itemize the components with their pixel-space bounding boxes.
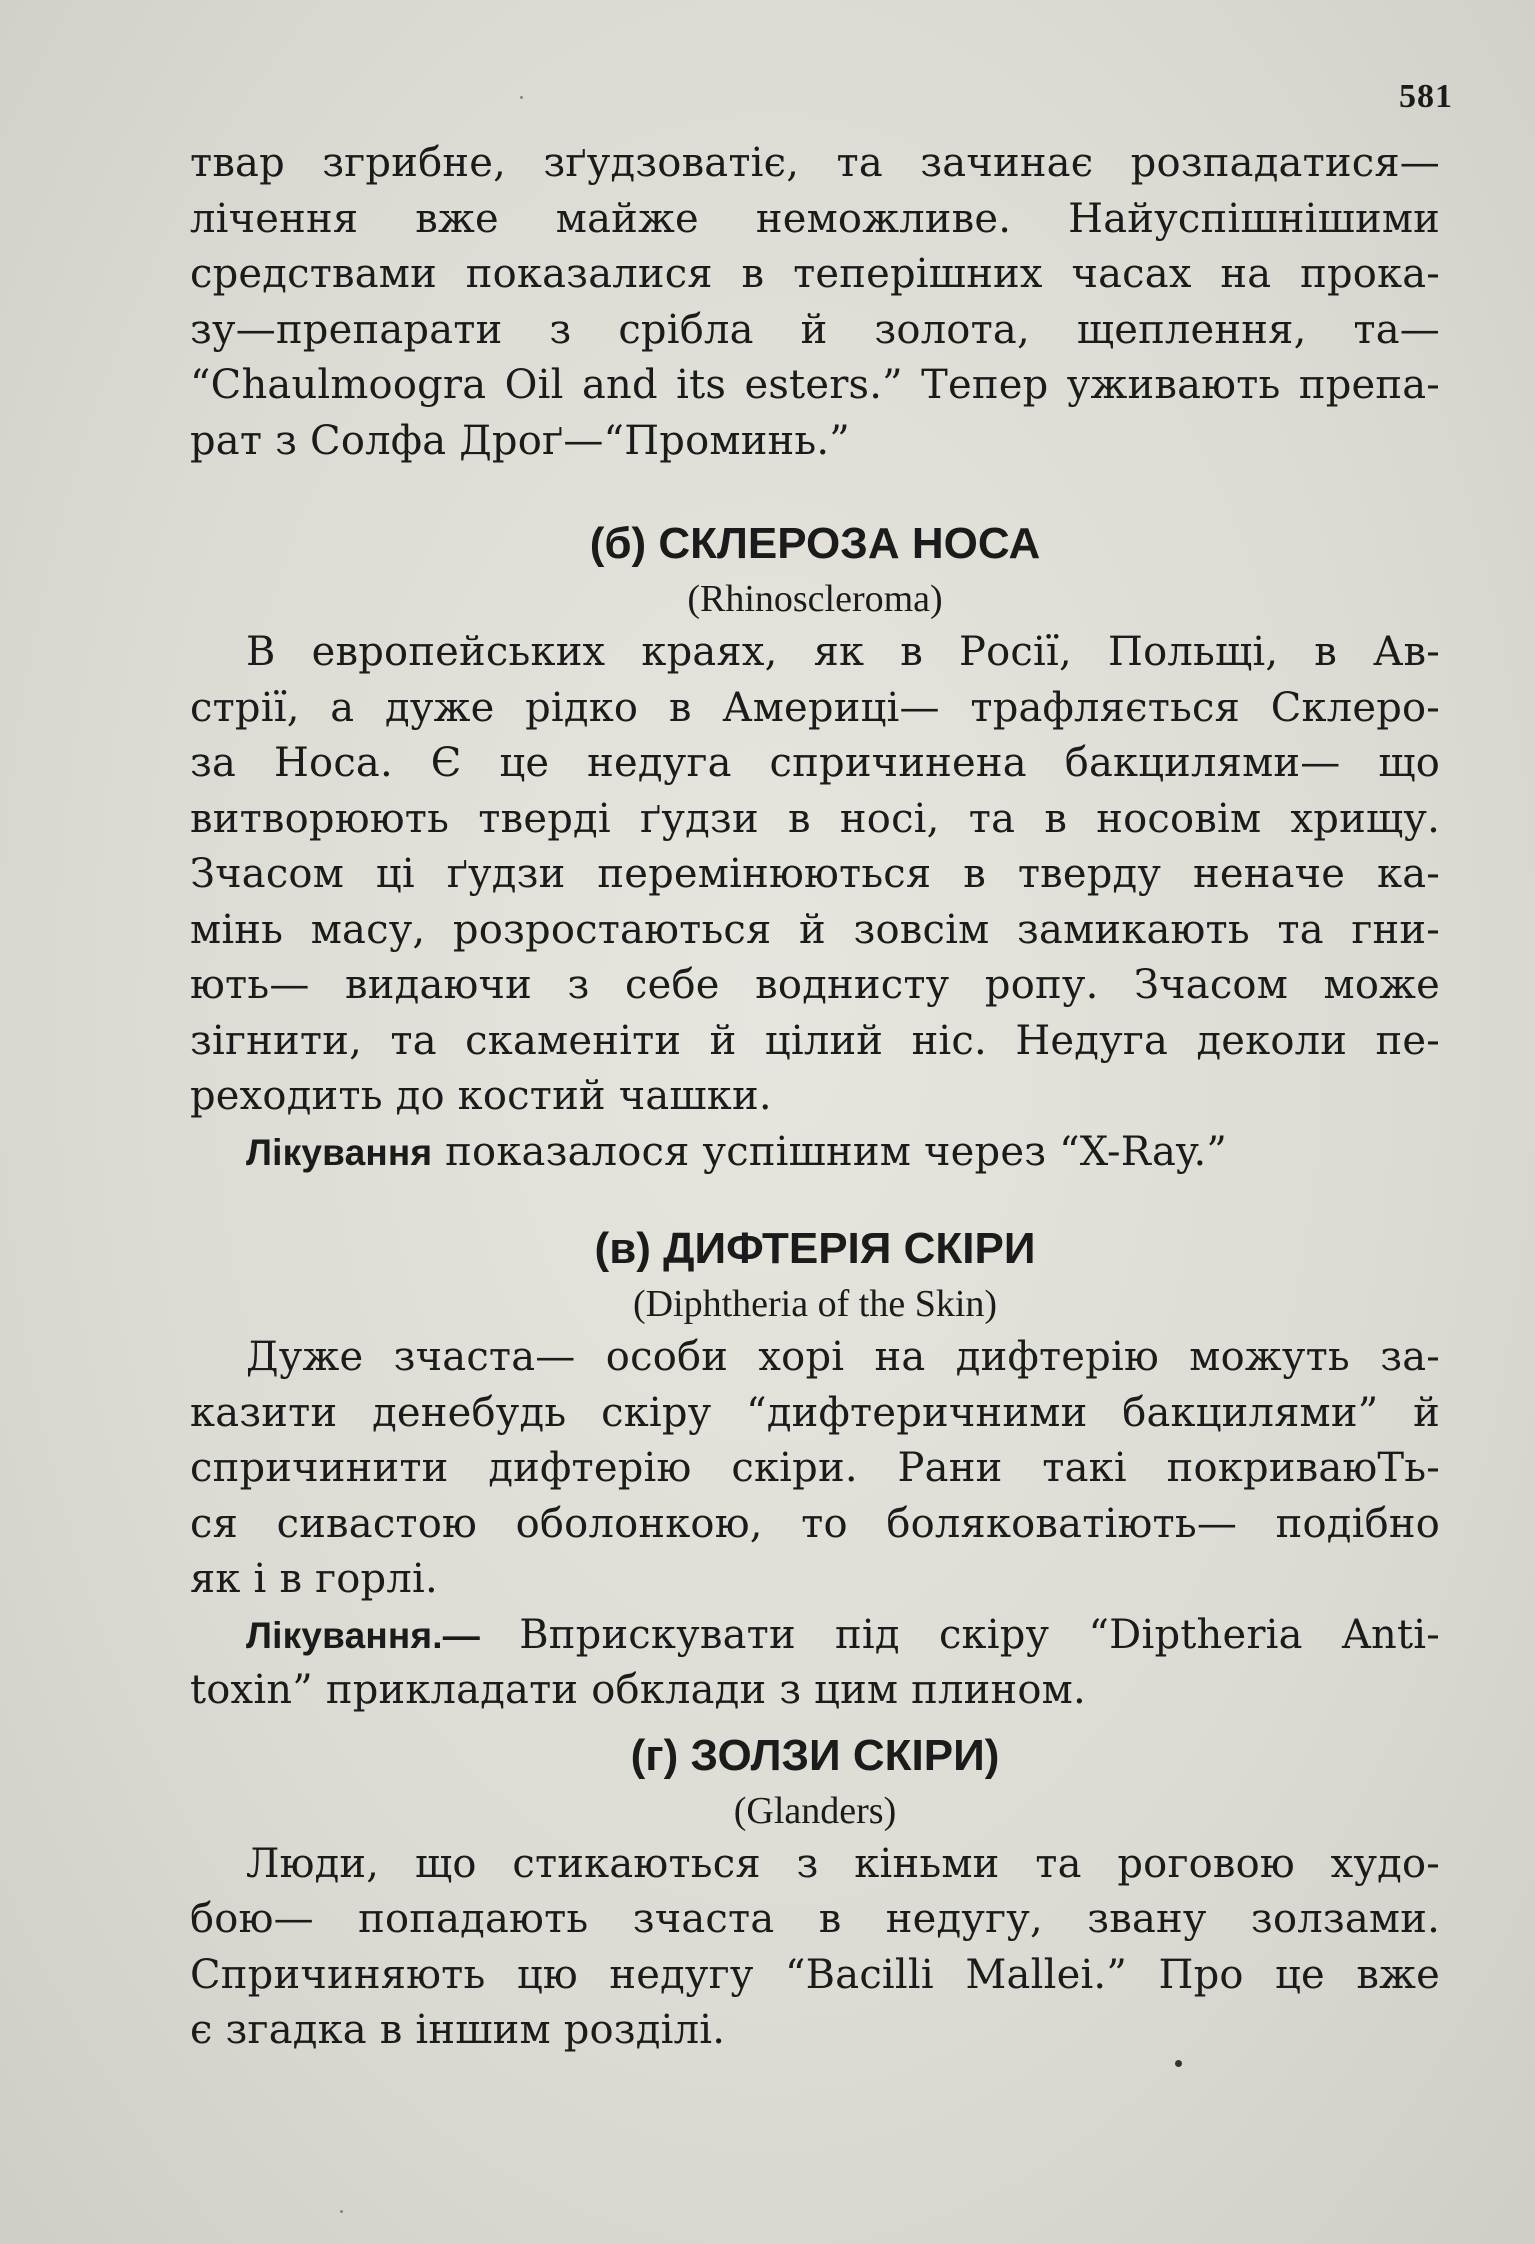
text-line: Дуже зчаста— особи хорі на дифтерію можуть за- [246,1334,1440,1380]
text-line: В европейських краях, як в Росії, Польщі, в Ав- [246,629,1440,675]
section-heading: (в) ДИФТЕРІЯ СКІРИ [594,1224,1036,1273]
text-line: є згадка в іншим розділі. [190,2007,726,2053]
section-diphtheria-skin [190,1220,1440,1719]
spacer [190,1180,1440,1220]
text-line: лічення вже майже неможливе. Найуспішнішими [190,195,1440,242]
text-line: стрії, а дуже рідко в Америці— трафляється Склеро- [190,684,1440,731]
ink-speck [1175,2060,1182,2067]
ink-speck [520,96,523,99]
text-line: Зчасом ці ґудзи перемінюються в тверду неначе ка- [190,851,1440,897]
text-line: твар згрибне, зґудзоватіє, та зачинає розпадатися— [190,140,1440,186]
page-number: 581 [1399,78,1453,115]
text-line: як і в горлі. [190,1556,438,1602]
treatment-text: Вприскувати під скіру “Diptheria Anti- [479,1611,1440,1658]
intro-paragraph [190,136,1440,469]
text-line: спричинити дифтерію скіри. Рани такі покриваюТь- [190,1445,1440,1491]
text-line: казити денебудь скіру “дифтеричними бакцилями” й [190,1389,1440,1436]
treatment-text: показалося успішним через “X-Ray.” [432,1128,1228,1175]
treatment-line [190,1608,1440,1664]
text-line: витворюють тверді ґудзи в носі, та в носовім хрищу. [190,795,1440,842]
text-line: ся сивастою оболонкою, то боляковатіють— подібно [190,1500,1440,1547]
ink-speck [340,2210,343,2213]
text-line: Люди, що стикаються з кіньми та роговою худо- [246,1840,1440,1887]
section-subheading: (Glanders) [733,1789,897,1832]
text-line: за Носа. Є це недуга спричинена бакцилями— що [190,740,1440,786]
text-line: toxin” прикладати обклади з цим плином. [190,1667,1086,1713]
treatment-label: Лікування [246,1131,433,1173]
text-line: средствами показалися в теперішних часах на прока- [190,251,1440,297]
section-heading: (б) СКЛЕРОЗА НОСА [589,519,1041,568]
text-line: “Chaulmoogra Oil and its esters.” Тепер уживають препа- [190,362,1440,408]
text-line: Спричиняють цю недугу “Bacilli Mallei.” Про це вже [190,1951,1440,1998]
text-line: зу—препарати з срібла й золота, щеплення, та— [190,306,1440,353]
section-heading: (г) ЗОЛЗИ СКІРИ) [630,1730,1000,1780]
section-subheading: (Diphtheria of the Skin) [632,1283,998,1325]
text-line: зігнити, та скаменіти й цілий ніс. Недуга деколи пе- [190,1017,1440,1064]
section-glanders [190,1727,1440,2059]
treatment-line [190,1125,1440,1181]
text-line: ють— видаючи з себе воднисту ропу. Зчасом може [190,962,1440,1008]
section-subheading: (Rhinoscleroma) [687,578,943,620]
text-line: бою— попадають зчаста в недугу, звану золзами. [190,1896,1440,1942]
section-rhinoscleroma [190,515,1440,1180]
text-line: мінь масу, розростаються й зовсім замикають та гни- [190,906,1440,953]
page-content [190,136,1440,2059]
spacer [190,469,1440,515]
spacer [190,1719,1440,1727]
text-line: рат з Солфа Дроґ—“Проминь.” [190,417,850,464]
text-line: реходить до костий чашки. [190,1073,772,1119]
treatment-label: Лікування.— [246,1614,480,1656]
